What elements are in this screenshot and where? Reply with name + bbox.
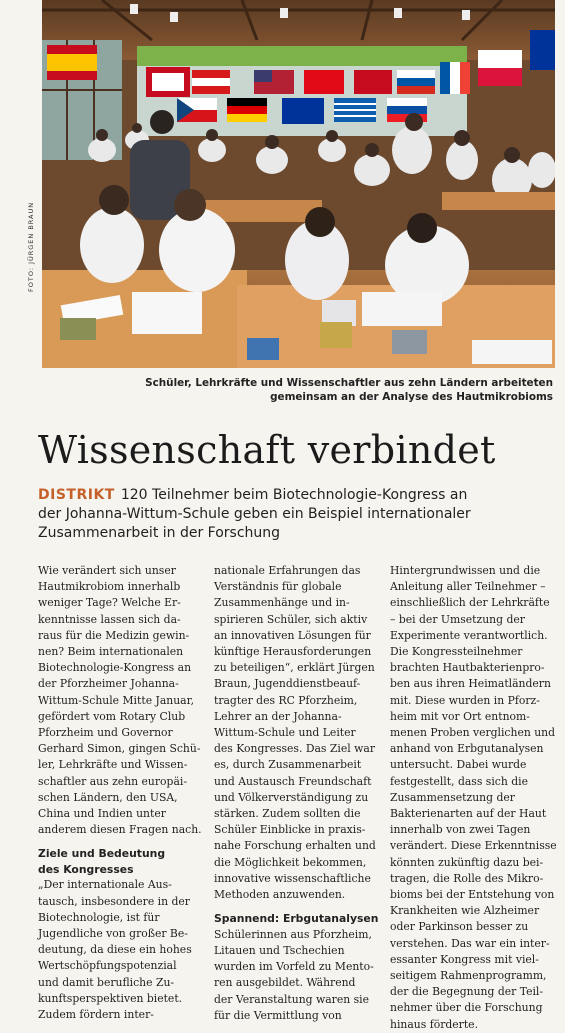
text-line: „Der internationale Aus- bbox=[38, 878, 172, 892]
text-line: nen? Beim internationalen bbox=[38, 645, 184, 659]
text-line: China und Indien unter bbox=[38, 807, 166, 821]
text-line: einschließlich der Lehrkräfte bbox=[390, 596, 550, 610]
paragraph-intro bbox=[38, 563, 202, 838]
paragraph-results bbox=[390, 563, 555, 1033]
text-line: anhand von Erbgutanalysen bbox=[390, 742, 544, 756]
article-headline: Wissenschaft verbindet bbox=[38, 428, 496, 472]
text-line: menen Proben verglichen und bbox=[390, 726, 556, 740]
text-line: innerhalb von zwei Tagen bbox=[390, 823, 531, 837]
text-line: Schüler Einblicke in praxis- bbox=[214, 823, 366, 837]
caption-line: gemeinsam an der Analyse des Hautmikrobioms bbox=[270, 391, 553, 403]
text-line: wurden im Vorfeld zu Mento- bbox=[214, 960, 374, 974]
text-line: Biotechnologie-Kongress an bbox=[38, 661, 192, 675]
text-line: bioms bei der Entstehung von bbox=[390, 888, 555, 902]
text-line: der Pforzheimer Johanna- bbox=[38, 677, 179, 691]
classroom-photo-illustration bbox=[42, 0, 555, 368]
text-line: Pforzheim und Governor bbox=[38, 726, 173, 740]
text-line: nahe Forschung erhalten und bbox=[214, 839, 376, 853]
text-line: Wie verändert sich unser bbox=[38, 564, 176, 577]
text-line: Wittum-Schule Mitte Januar, bbox=[38, 693, 195, 707]
text-line: Gerhard Simon, gingen Schü- bbox=[38, 742, 201, 756]
text-line: Verständnis für globale bbox=[214, 580, 342, 594]
text-line: nehmer über die Forschung bbox=[390, 1001, 543, 1015]
text-line: deutung, da diese ein hohes bbox=[38, 943, 192, 957]
text-line: seitigem Rahmenprogramm, bbox=[390, 969, 547, 983]
text-line: an innovativen Lösungen für bbox=[214, 628, 371, 642]
text-line: Wertschöpfungspotenzial bbox=[38, 959, 177, 973]
paragraph-goals bbox=[38, 877, 198, 1023]
article-photo bbox=[42, 0, 555, 368]
text-line: spirieren Schüler, sich aktiv bbox=[214, 612, 368, 626]
text-line: Biotechnologie, ist für bbox=[38, 910, 160, 924]
text-line: und Völkerverständigung zu bbox=[214, 790, 369, 804]
text-line: tragen, die Rolle des Mikro- bbox=[390, 871, 544, 885]
body-column-2 bbox=[214, 563, 379, 1024]
text-line: nationale Erfahrungen das bbox=[214, 564, 361, 577]
text-line: Hautmikrobiom innerhalb bbox=[38, 580, 181, 594]
text-line: verändert. Diese Erkenntnisse bbox=[390, 839, 557, 853]
text-line: kunftsperspektiven bietet. bbox=[38, 991, 183, 1005]
text-line: könnten zukünftig dazu bei- bbox=[390, 855, 544, 869]
text-line: stärken. Zudem sollten die bbox=[214, 807, 361, 821]
text-line: untersucht. Dabei wurde bbox=[390, 758, 527, 772]
text-line: der Veranstaltung waren sie bbox=[214, 992, 369, 1006]
text-line: für die Vermittlung von bbox=[214, 1008, 342, 1022]
section-kicker: DISTRIKT bbox=[38, 487, 115, 503]
text-line: ren ausgebildet. Während bbox=[214, 976, 356, 990]
text-line: des Kongresses bbox=[38, 862, 134, 876]
text-line: kenntnisse lassen sich da- bbox=[38, 612, 181, 626]
photo-caption bbox=[133, 376, 553, 404]
body-column-3 bbox=[390, 563, 555, 1033]
text-line: Wittum-Schule und Leiter bbox=[214, 726, 356, 740]
body-column-1 bbox=[38, 563, 202, 1023]
text-line: brachten Hautbakterienpro- bbox=[390, 661, 545, 675]
text-line: Anleitung aller Teilnehmer – bbox=[390, 580, 546, 594]
text-line: künftige Herausforderungen bbox=[214, 645, 372, 659]
text-line: ler, Lehrkräfte und Wissen- bbox=[38, 758, 188, 772]
text-line: schaftler aus zehn europäi- bbox=[38, 774, 187, 788]
text-line: Krankheiten wie Alzheimer bbox=[390, 904, 540, 918]
subheading-goals bbox=[38, 846, 198, 877]
teaser-line: der Johanna-Wittum-Schule geben ein Beispiel internationaler bbox=[38, 506, 471, 522]
paragraph-quote bbox=[214, 563, 374, 903]
text-line: schen Ländern, den USA, bbox=[38, 790, 178, 804]
text-line: tragter des RC Pforzheim, bbox=[214, 693, 358, 707]
paragraph-analysis bbox=[214, 927, 374, 1024]
text-line: Zusammenhänge und in- bbox=[214, 596, 350, 610]
text-line: ben aus ihren Heimatländern bbox=[390, 677, 551, 691]
text-line: Schülerinnen aus Pforzheim, bbox=[214, 927, 372, 941]
text-line: Zusammensetzung der bbox=[390, 790, 515, 804]
photo-credit: FOTO: JÜRGEN BRAUN bbox=[27, 201, 35, 292]
text-line: mit. Diese wurden in Pforz- bbox=[390, 693, 540, 707]
subheading-analysis bbox=[214, 911, 379, 927]
text-line: der die Begegnung der Teil- bbox=[390, 985, 544, 999]
text-line: hinaus förderte. bbox=[390, 1017, 479, 1031]
text-line: Jugendliche von großer Be- bbox=[38, 927, 188, 941]
text-line: festgestellt, dass sich die bbox=[390, 774, 528, 788]
text-line: Bakterienarten auf der Haut bbox=[390, 807, 547, 821]
text-line: und damit berufliche Zu- bbox=[38, 975, 175, 989]
teaser-line: Zusammenarbeit in der Forschung bbox=[38, 525, 281, 541]
text-line: Braun, Jugenddienstbeauf- bbox=[214, 677, 361, 691]
text-line: innovative wissenschaftliche bbox=[214, 871, 371, 885]
text-line: die Möglichkeit bekommen, bbox=[214, 855, 367, 869]
text-line: zu beteiligen“, erklärt Jürgen bbox=[214, 661, 375, 675]
text-line: Ziele und Bedeutung bbox=[38, 847, 166, 861]
text-line: anderem diesen Fragen nach. bbox=[38, 823, 202, 837]
text-line: gefördert vom Rotary Club bbox=[38, 709, 186, 723]
teaser-text: 120 Teilnehmer beim Biotechnologie-Kongress an bbox=[120, 487, 468, 503]
text-line: essanter Kongress mit viel- bbox=[390, 952, 539, 966]
teaser-line bbox=[38, 486, 543, 505]
article-teaser bbox=[38, 486, 543, 543]
text-line: verstehen. Das war ein inter- bbox=[390, 936, 550, 950]
text-line: raus für die Medizin gewin- bbox=[38, 628, 190, 642]
caption-line: Schüler, Lehrkräfte und Wissenschaftler aus zehn Ländern arbeiteten bbox=[145, 377, 553, 389]
text-line: oder Parkinson besser zu bbox=[390, 920, 529, 934]
text-line: Methoden anzuwenden. bbox=[214, 888, 346, 902]
text-line: Spannend: Erbgutanalysen bbox=[214, 912, 379, 926]
text-line: und Austausch Freundschaft bbox=[214, 774, 372, 788]
text-line: – bei der Umsetzung der bbox=[390, 612, 525, 626]
text-line: Litauen und Tschechien bbox=[214, 943, 345, 957]
text-line: heim mit vor Ort entnom- bbox=[390, 709, 530, 723]
text-line: es, durch Zusammenarbeit bbox=[214, 758, 362, 772]
text-line: Die Kongressteilnehmer bbox=[390, 645, 523, 659]
text-line: tausch, insbesondere in der bbox=[38, 894, 190, 908]
text-line: Lehrer an der Johanna- bbox=[214, 709, 342, 723]
text-line: Hintergrundwissen und die bbox=[390, 564, 541, 577]
text-line: des Kongresses. Das Ziel war bbox=[214, 742, 375, 756]
text-line: Experimente verantwortlich. bbox=[390, 628, 548, 642]
text-line: weniger Tage? Welche Er- bbox=[38, 596, 181, 610]
text-line: Zudem fördern inter- bbox=[38, 1008, 154, 1022]
